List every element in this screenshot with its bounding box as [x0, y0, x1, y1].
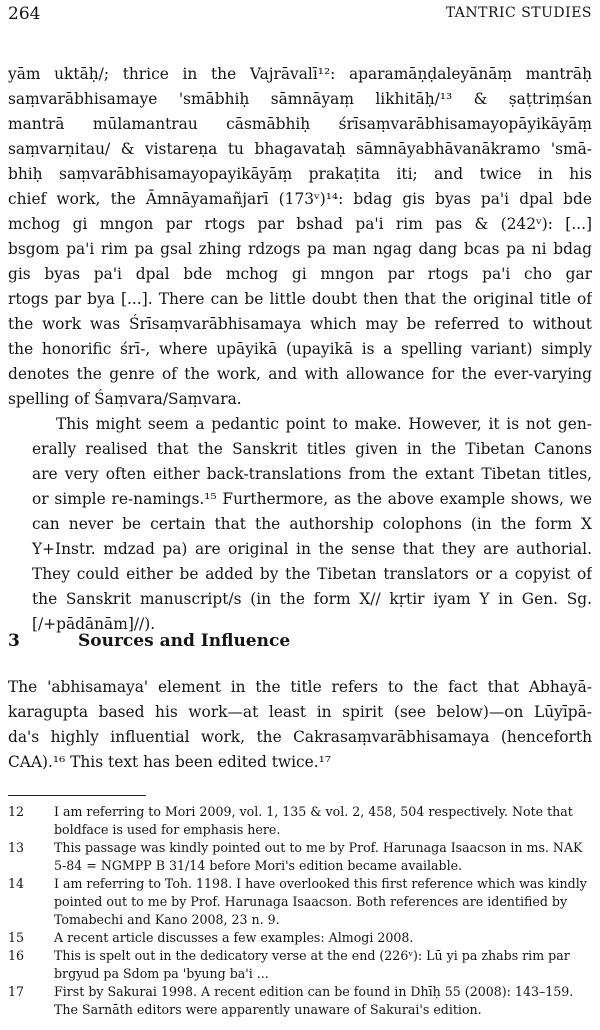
text-line: This might seem a pedantic point to make. However, it is not gen- [56, 415, 592, 433]
footnote-text: This passage was kindly pointed out to me by Prof. Harunaga Isaacson in ms. NAK 5-84 = NGMPP B 31/14 before Mori's edition became available. [54, 840, 583, 873]
text-line: yām uktāḥ/; thrice in the Vajrāvalī¹²: aparamāṇḍaleyānāṃ mantrāḥ [8, 65, 592, 83]
footnote [8, 929, 598, 947]
text-line: They could either be added by the Tibetan translators or a copyist of [32, 565, 592, 583]
paragraph-2 [8, 412, 592, 637]
text-line: The 'abhisamaya' element in the title refers to the fact that Abhayā- [8, 678, 592, 696]
footnote [8, 839, 598, 875]
text-line: the work was Śrīsaṃvarābhisamaya which may be referred to without [8, 315, 592, 333]
running-head: TANTRIC STUDIES [445, 5, 592, 21]
text-line: mchog gi mngon par rtogs par bshad pa'i rim pas & (242ᵛ): [...] [8, 215, 592, 233]
text-line: can never be certain that the authorship colophons (in the form X [32, 515, 592, 533]
footnote-number: 14 [8, 876, 25, 891]
footnote-text: I am referring to Mori 2009, vol. 1, 135 & vol. 2, 458, 504 respectively. Note that boldface is used for emphasis here. [54, 804, 573, 837]
footnote [8, 803, 598, 839]
text-line: saṃvarābhisamaye 'smābhiḥ sāmnāyaṃ likhitāḥ/¹³ & ṣaṭtriṃśan [8, 90, 592, 108]
text-line: saṃvarṇitau/ & vistareṇa tu bhagavataḥ sāmnāyabhāvanākramo 'smā- [8, 140, 592, 158]
page-header [8, 4, 592, 30]
text-line: [/+pādānām]//). [32, 615, 156, 633]
text-line: denotes the genre of the work, and with allowance for the ever-varying [8, 365, 592, 383]
text-line: bsgom pa'i rim pa gsal zhing rdzogs pa man ngag dang bcas pa ni bdag [8, 240, 592, 258]
paragraph-1 [8, 62, 592, 412]
text-line: mantrā mūlamantrau cāsmābhiḥ śrīsaṃvarābhisamayopāyikāyāṃ [8, 115, 592, 133]
paragraph-3 [8, 675, 592, 775]
footnote-number: 13 [8, 840, 25, 855]
text-line: karagupta based his work—at least in spirit (see below)—on Lūyīpā- [8, 703, 592, 721]
text-line: rtogs par bya [...]. There can be little doubt then that the original title of [8, 290, 592, 308]
footnote [8, 983, 598, 1019]
section-number: 3 [8, 631, 20, 651]
footnote-number: 15 [8, 930, 25, 945]
text-line: Y+Instr. mdzad pa) are original in the sense that they are authorial. [32, 540, 592, 558]
footnote-text: I am referring to Toh. 1198. I have overlooked this first reference which was kindly pointed out to me by Prof. Harunaga Isaacson. Both references are identified by Tomabechi and Kano 2008, 23 n. 9. [54, 876, 587, 927]
section-heading [8, 631, 290, 651]
main-text [8, 62, 592, 637]
text-line: chief work, the Āmnāyamañjarī (173ᵛ)¹⁴: bdag gis byas pa'i dpal bde [8, 190, 592, 208]
footnotes [8, 803, 598, 1019]
text-line: erally realised that the Sanskrit titles given in the Tibetan Canons [32, 440, 592, 458]
text-line: the Sanskrit manuscript/s (in the form X// kṛtir iyam Y in Gen. Sg. [32, 590, 592, 608]
footnote [8, 947, 598, 983]
footnote-text: First by Sakurai 1998. A recent edition can be found in Dhīḥ 55 (2008): 143–159. The Sarnāth editors were apparently unaware of Sakurai's edition. [54, 984, 574, 1017]
footnote-rule [8, 795, 146, 796]
section-title: Sources and Influence [78, 631, 291, 651]
section-text [8, 675, 592, 775]
footnote-number: 16 [8, 948, 25, 963]
text-line: gis byas pa'i dpal bde mchog gi mngon par rtogs pa'i cho gar [8, 265, 592, 283]
footnote-number: 12 [8, 804, 25, 819]
footnote-number: 17 [8, 984, 25, 999]
footnote [8, 875, 598, 929]
footnote-text: A recent article discusses a few examples: Almogi 2008. [54, 930, 414, 945]
text-line: the honorific śrī-, where upāyikā (upayikā is a spelling variant) simply [8, 340, 592, 358]
text-line: are very often either back-translations from the extant Tibetan titles, [32, 465, 592, 483]
text-line: or simple re-namings.¹⁵ Furthermore, as the above example shows, we [32, 490, 592, 508]
text-line: bhiḥ saṃvarābhisamayopayikāyāṃ prakaṭita iti; and twice in his [8, 165, 592, 183]
footnote-text: This is spelt out in the dedicatory verse at the end (226ᵛ): Lū yi pa zhabs rim par brgyud pa Sdom pa 'byung ba'i ... [54, 948, 570, 981]
text-line: CAA).¹⁶ This text has been edited twice.¹⁷ [8, 753, 331, 771]
text-line: da's highly influential work, the Cakrasaṃvarābhisamaya (henceforth [8, 728, 592, 746]
page-number: 264 [8, 4, 41, 24]
text-line: spelling of Śaṃvara/Saṃvara. [8, 390, 242, 408]
